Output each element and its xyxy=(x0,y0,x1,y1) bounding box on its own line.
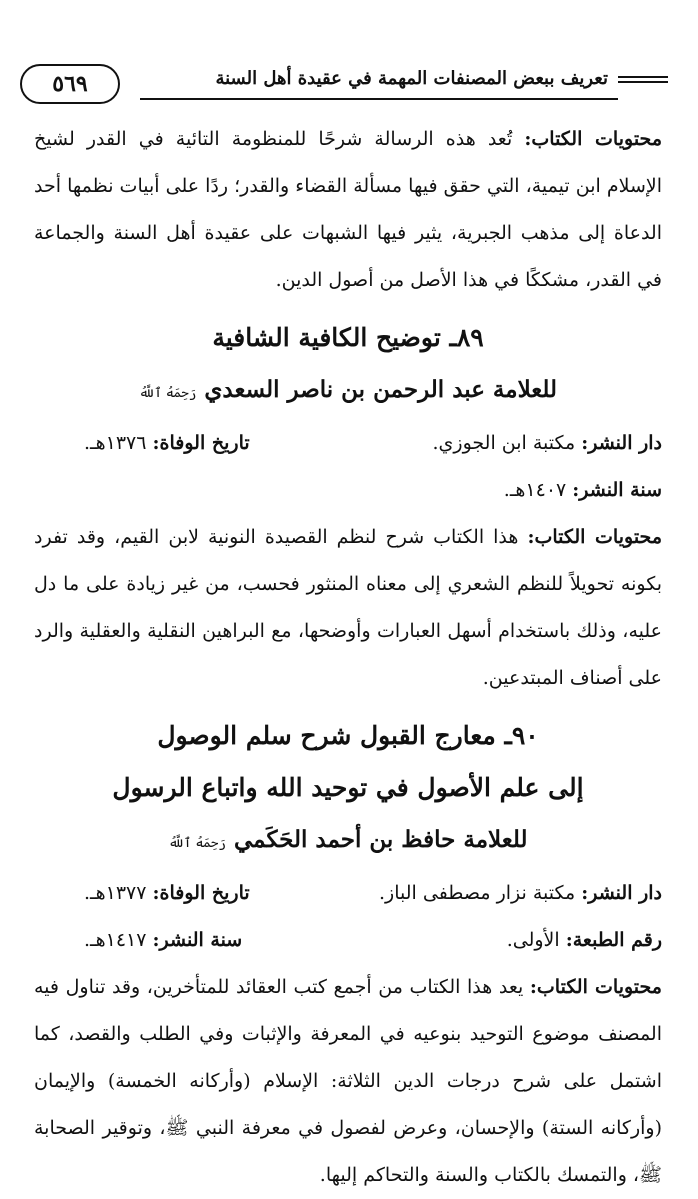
book-89-publisher-row xyxy=(34,420,662,467)
book-90-edition-row xyxy=(34,917,662,964)
book-90-author xyxy=(34,814,662,870)
book-90-publisher-label: دار النشر: xyxy=(581,882,662,904)
book-90-death-value: ١٣٧٧هـ. xyxy=(84,882,153,904)
book-90-contents-paragraph xyxy=(34,964,662,1199)
page-header xyxy=(20,62,668,110)
book-90-publisher-value: مكتبة نزار مصطفى الباز. xyxy=(379,882,582,904)
book-90-edition-value: الأولى. xyxy=(506,929,566,951)
header-ornament xyxy=(618,76,668,86)
book-90-honorific: رَحِمَهُ ٱللَّهُ xyxy=(168,836,226,851)
book-89-author-name: للعلامة عبد الرحمن بن ناصر السعدي xyxy=(204,376,558,403)
book-90-death xyxy=(34,870,250,917)
page-content xyxy=(34,116,662,1199)
running-title: تعريف ببعض المصنفات المهمة في عقيدة أهل السنة xyxy=(215,68,608,89)
book-90-edition xyxy=(507,917,662,964)
book-90-edition-label: رقم الطبعة: xyxy=(565,929,662,951)
book-90-title-line2: إلى علم الأصول في توحيد الله واتباع الرسول xyxy=(112,773,584,802)
book-89-year-value: ١٤٠٧هـ. xyxy=(503,479,573,501)
book-89-death xyxy=(34,420,250,467)
book-89-contents-paragraph xyxy=(34,514,662,702)
book-89-contents-text: هذا الكتاب شرح لنظم القصيدة النونية لابن القيم، وقد تفرد بكونه تحويلاً للنظم الشعري إلى معناه المنثور فحسب، من غير زيادة على ما دل عليه، وذلك باستخدام أسهل العبارات وأوضحها، مع البراهين النقلية والعقلية والرد على أصناف المبتدعين. xyxy=(34,526,662,689)
prev-contents-label: محتويات الكتاب: xyxy=(524,128,662,150)
prev-contents-text: تُعد هذه الرسالة شرحًا للمنظومة التائية في القدر لشيخ الإسلام ابن تيمية، التي حقق فيها مسألة القضاء والقدر؛ ردًا على أبيات نظمها أحد الدعاة إلى مذهب الجبرية، يثير فيها الشبهات على عقيدة أهل السنة والجماعة في القدر، مشككًا في هذا الأصل من أصول الدين. xyxy=(34,128,662,291)
book-89-honorific: رَحِمَهُ ٱللَّهُ xyxy=(138,386,197,401)
book-90-title-line1: ٩٠ـ معارج القبول شرح سلم الوصول xyxy=(157,721,539,750)
book-89-year-row xyxy=(34,467,662,514)
book-89-publisher xyxy=(433,420,663,467)
book-89-author xyxy=(34,364,662,420)
book-89-death-value: ١٣٧٦هـ. xyxy=(84,432,153,454)
book-90-death-label: تاريخ الوفاة: xyxy=(152,882,250,904)
book-90-year-value: ١٤١٧هـ. xyxy=(84,929,153,951)
page-number: ٥٦٩ xyxy=(20,64,120,104)
book-90-author-name: للعلامة حافظ بن أحمد الحَكَمي xyxy=(233,826,528,853)
book-89-death-label: تاريخ الوفاة: xyxy=(152,432,250,454)
book-89-year-label: سنة النشر: xyxy=(572,479,662,501)
prev-contents-paragraph xyxy=(34,116,662,304)
book-90-year-label: سنة النشر: xyxy=(152,929,243,951)
book-89-publisher-label: دار النشر: xyxy=(581,432,662,454)
book-89-title: ٨٩ـ توضيح الكافية الشافية xyxy=(212,323,484,352)
book-89-contents-label: محتويات الكتاب: xyxy=(527,526,662,548)
book-90-publisher-row xyxy=(34,870,662,917)
book-89-publisher-value: مكتبة ابن الجوزي. xyxy=(432,432,582,454)
book-90-year xyxy=(34,917,242,964)
book-90-contents-label: محتويات الكتاب: xyxy=(529,976,662,998)
header-rule xyxy=(140,98,618,100)
book-90-contents-text: يعد هذا الكتاب من أجمع كتب العقائد للمتأخرين، وقد تناول فيه المصنف موضوع التوحيد بنوعيه في المعرفة والإثبات وفي الطلب والقصد، كما اشتمل على شرح درجات الدين الثلاثة: الإسلام (وأركانه الخمسة) والإيمان (وأركانه الستة) والإحسان، وعرض لفصول في معرفة النبي ﷺ، وتوقير الصحابة ﷺ، والتمسك بالكتاب والسنة والتحاكم إليها. xyxy=(34,976,662,1186)
book-90-publisher xyxy=(379,870,662,917)
